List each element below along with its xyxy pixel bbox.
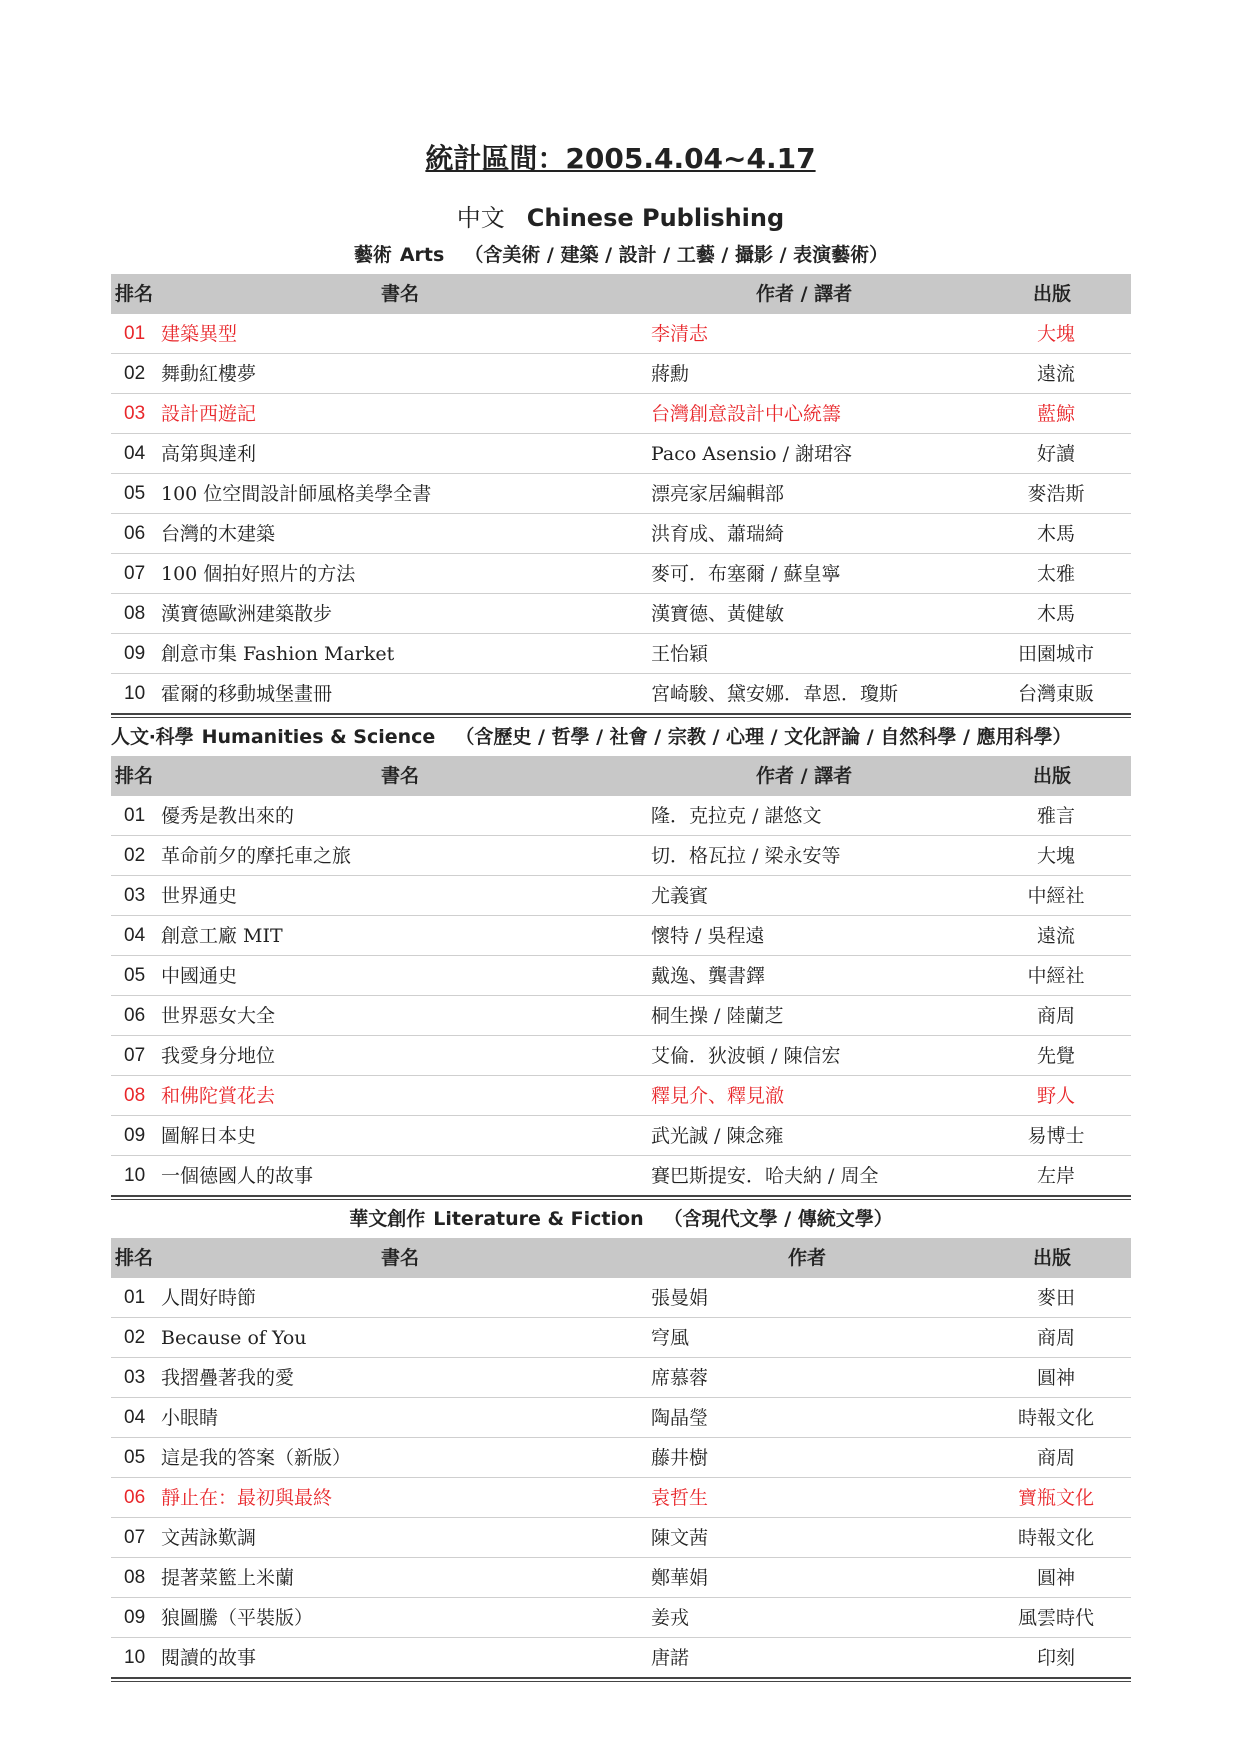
- title-cell: 靜止在：最初與最終: [161, 1487, 333, 1509]
- title-cell: 世界惡女大全: [161, 1005, 276, 1027]
- publisher-cell: 時報文化: [1017, 1527, 1094, 1549]
- publisher-cell: 大塊: [1036, 323, 1075, 345]
- author-cell: 唐諾: [651, 1647, 690, 1669]
- author-cell: 王怡穎: [651, 643, 709, 665]
- section-heading: [111, 236, 1131, 274]
- page-title: 統計區間：2005.4.04~4.17: [425, 142, 816, 175]
- author-cell: 艾倫．狄波頓 / 陳信宏: [651, 1045, 841, 1067]
- author-cell: 李清志: [651, 323, 709, 345]
- table-row: [111, 554, 1131, 594]
- title-cell: 我摺疊著我的愛: [161, 1367, 295, 1389]
- table-row: [111, 434, 1131, 474]
- title-cell: 閱讀的故事: [161, 1647, 257, 1669]
- publisher-cell: 寶瓶文化: [1017, 1487, 1094, 1509]
- publisher-cell: 印刻: [1036, 1647, 1075, 1669]
- author-cell: 尤義賓: [651, 885, 709, 907]
- section-note: （含歷史 / 哲學 / 社會 / 宗教 / 心理 / 文化評論 / 自然科學 / 應用科學）: [455, 726, 1072, 748]
- rank-cell: 06: [124, 523, 146, 544]
- rank-cell: 06: [124, 1005, 146, 1026]
- table-row: [111, 1116, 1131, 1156]
- table-body: [111, 796, 1131, 1195]
- rank-cell: 01: [124, 323, 146, 344]
- table-row: [111, 514, 1131, 554]
- rank-cell: 04: [124, 443, 146, 464]
- author-cell: 穹風: [651, 1327, 690, 1349]
- title-cell: 和佛陀賞花去: [161, 1085, 276, 1107]
- title-cell: 中國通史: [161, 965, 238, 987]
- section-heading: [111, 1200, 1131, 1238]
- table-row: [111, 1156, 1131, 1195]
- publisher-cell: 麥浩斯: [1027, 483, 1085, 505]
- publisher-cell: 田園城市: [1017, 643, 1094, 665]
- rank-cell: 01: [124, 1287, 146, 1308]
- rank-cell: 07: [124, 563, 146, 584]
- col-author: 作者: [788, 1247, 827, 1269]
- rank-cell: 03: [124, 1367, 146, 1388]
- rank-cell: 05: [124, 1447, 146, 1468]
- table-row: [111, 314, 1131, 354]
- table-row: [111, 1638, 1131, 1677]
- rank-cell: 08: [124, 603, 146, 624]
- table-row: [111, 956, 1131, 996]
- table-row: [111, 1518, 1131, 1558]
- title-cell: 狼圖騰（平裝版）: [161, 1607, 314, 1629]
- rank-cell: 09: [124, 1125, 146, 1146]
- rank-cell: 10: [124, 1165, 146, 1186]
- table-row: [111, 916, 1131, 956]
- table-row: [111, 1398, 1131, 1438]
- title-cell: 文茜詠歎調: [161, 1527, 257, 1549]
- rank-cell: 08: [124, 1567, 146, 1588]
- publisher-cell: 商周: [1036, 1005, 1075, 1027]
- author-cell: 陳文茜: [651, 1527, 709, 1549]
- table-row: [111, 1438, 1131, 1478]
- publisher-cell: 大塊: [1036, 845, 1075, 867]
- author-cell: 麥可．布塞爾 / 蘇皇寧: [651, 563, 841, 585]
- author-cell: 隆．克拉克 / 諶悠文: [651, 805, 822, 827]
- rank-cell: 02: [124, 1327, 146, 1348]
- title-cell: 設計西遊記: [161, 403, 257, 425]
- table-row: [111, 996, 1131, 1036]
- section-arts: [111, 236, 1131, 718]
- rank-cell: 03: [124, 403, 146, 424]
- publisher-cell: 商周: [1036, 1327, 1075, 1349]
- section-humanities: [111, 718, 1131, 1200]
- rank-cell: 05: [124, 965, 146, 986]
- title-cell: 革命前夕的摩托車之旅: [161, 845, 352, 867]
- table-row: [111, 876, 1131, 916]
- title-cell: 創意市集 Fashion Market: [161, 643, 395, 665]
- title-cell: 小眼睛: [161, 1407, 219, 1429]
- section-heading: [111, 718, 1131, 756]
- section-name-cn: 藝術: [353, 244, 392, 266]
- rank-cell: 09: [124, 1607, 146, 1628]
- author-cell: 漢寶德、黃健敏: [651, 603, 785, 625]
- title-cell: 漢寶德歐洲建築散步: [161, 603, 333, 625]
- publisher-cell: 先覺: [1036, 1045, 1075, 1067]
- section-name-cn: 人文‧科學: [111, 726, 194, 748]
- publisher-cell: 圓神: [1036, 1367, 1075, 1389]
- rank-cell: 03: [124, 885, 146, 906]
- table-body: [111, 1278, 1131, 1677]
- publisher-cell: 雅言: [1036, 805, 1075, 827]
- col-author: 作者 / 譯者: [756, 283, 853, 305]
- rank-cell: 02: [124, 363, 146, 384]
- col-author: 作者 / 譯者: [756, 765, 853, 787]
- rank-cell: 10: [124, 1647, 146, 1668]
- title-cell: 高第與達利: [161, 443, 257, 465]
- publisher-cell: 遠流: [1036, 363, 1075, 385]
- table-row: [111, 634, 1131, 674]
- author-cell: 懷特 / 吳程遠: [651, 925, 765, 947]
- rank-cell: 08: [124, 1085, 146, 1106]
- rank-cell: 07: [124, 1045, 146, 1066]
- col-publisher: 出版: [1033, 765, 1072, 787]
- publisher-cell: 木馬: [1036, 523, 1075, 545]
- title-cell: 建築異型: [161, 323, 238, 345]
- table-row: [111, 474, 1131, 514]
- section-name-cn: 華文創作: [349, 1208, 426, 1230]
- table-header: [111, 756, 1131, 796]
- publisher-cell: 圓神: [1036, 1567, 1075, 1589]
- section-name-en: Arts: [399, 244, 445, 266]
- table-row: [111, 1478, 1131, 1518]
- title-cell: Because of You: [161, 1327, 307, 1349]
- section-literature: [111, 1200, 1131, 1682]
- publisher-cell: 時報文化: [1017, 1407, 1094, 1429]
- rank-cell: 10: [124, 683, 146, 704]
- col-title: 書名: [381, 283, 420, 305]
- publisher-cell: 麥田: [1036, 1287, 1075, 1309]
- author-cell: 切．格瓦拉 / 梁永安等: [651, 845, 841, 867]
- col-publisher: 出版: [1033, 283, 1072, 305]
- table-row: [111, 796, 1131, 836]
- table-header: [111, 1238, 1131, 1278]
- table-row: [111, 354, 1131, 394]
- title-cell: 霍爾的移動城堡畫冊: [161, 683, 333, 705]
- table-body: [111, 314, 1131, 713]
- section-name-en: Humanities & Science: [201, 726, 436, 748]
- section-divider: [111, 1677, 1131, 1682]
- author-cell: 洪育成、蕭瑞綺: [651, 523, 785, 545]
- table-row: [111, 1598, 1131, 1638]
- publisher-cell: 中經社: [1027, 965, 1085, 987]
- col-title: 書名: [381, 1247, 420, 1269]
- table-row: [111, 1358, 1131, 1398]
- publisher-cell: 野人: [1036, 1085, 1075, 1107]
- table-row: [111, 394, 1131, 434]
- table-row: [111, 674, 1131, 713]
- title-cell: 100 位空間設計師風格美學全書: [161, 483, 432, 505]
- table-row: [111, 836, 1131, 876]
- publisher-cell: 易博士: [1027, 1125, 1085, 1147]
- publisher-cell: 遠流: [1036, 925, 1075, 947]
- col-rank: 排名: [115, 765, 154, 787]
- subtitle-cn: 中文: [456, 204, 505, 232]
- rank-cell: 01: [124, 805, 146, 826]
- rank-cell: 09: [124, 643, 146, 664]
- section-note: （含現代文學 / 傳統文學）: [663, 1208, 893, 1230]
- title-cell: 世界通史: [161, 885, 238, 907]
- title-cell: 人間好時節: [161, 1287, 257, 1309]
- col-rank: 排名: [115, 283, 154, 305]
- title-cell: 100 個拍好照片的方法: [161, 563, 356, 585]
- author-cell: 賽巴斯提安．哈夫納 / 周全: [651, 1165, 879, 1187]
- title-cell: 提著菜籃上米蘭: [161, 1567, 295, 1589]
- title-cell: 圖解日本史: [161, 1125, 257, 1147]
- author-cell: 武光誠 / 陳念雍: [651, 1125, 784, 1147]
- author-cell: 鄭華娟: [651, 1567, 709, 1589]
- rank-cell: 02: [124, 845, 146, 866]
- table-row: [111, 1278, 1131, 1318]
- title-cell: 一個德國人的故事: [161, 1165, 314, 1187]
- publisher-cell: 藍鯨: [1036, 403, 1075, 425]
- table-row: [111, 1558, 1131, 1598]
- publisher-cell: 台灣東販: [1017, 683, 1094, 705]
- author-cell: 陶晶瑩: [651, 1407, 709, 1429]
- title-cell: 優秀是教出來的: [161, 805, 295, 827]
- table-row: [111, 1036, 1131, 1076]
- col-rank: 排名: [115, 1247, 154, 1269]
- title-cell: 台灣的木建築: [161, 523, 276, 545]
- author-cell: 釋見介、釋見澈: [651, 1085, 785, 1107]
- author-cell: 張曼娟: [651, 1287, 709, 1309]
- subtitle-en: Chinese Publishing: [526, 204, 785, 232]
- rank-cell: 04: [124, 925, 146, 946]
- author-cell: 席慕蓉: [651, 1367, 709, 1389]
- col-title: 書名: [381, 765, 420, 787]
- publisher-cell: 商周: [1036, 1447, 1075, 1469]
- page-subtitle: [0, 198, 1241, 233]
- publisher-cell: 太雅: [1036, 563, 1075, 585]
- title-cell: 舞動紅樓夢: [161, 363, 257, 385]
- col-publisher: 出版: [1033, 1247, 1072, 1269]
- author-cell: 桐生操 / 陸蘭芝: [651, 1005, 784, 1027]
- author-cell: 宮崎駿、黛安娜．韋恩．瓊斯: [651, 683, 899, 705]
- author-cell: 藤井樹: [651, 1447, 709, 1469]
- title-cell: 這是我的答案（新版）: [161, 1447, 352, 1469]
- publisher-cell: 木馬: [1036, 603, 1075, 625]
- author-cell: Paco Asensio / 謝珺容: [651, 443, 853, 465]
- publisher-cell: 左岸: [1036, 1165, 1075, 1187]
- table-header: [111, 274, 1131, 314]
- publisher-cell: 風雲時代: [1017, 1607, 1094, 1629]
- rank-cell: 05: [124, 483, 146, 504]
- rank-cell: 07: [124, 1527, 146, 1548]
- section-note: （含美術 / 建築 / 設計 / 工藝 / 攝影 / 表演藝術）: [464, 244, 889, 266]
- publisher-cell: 好讀: [1036, 443, 1075, 465]
- table-row: [111, 594, 1131, 634]
- publisher-cell: 中經社: [1027, 885, 1085, 907]
- table-row: [111, 1076, 1131, 1116]
- rank-cell: 04: [124, 1407, 146, 1428]
- section-name-en: Literature & Fiction: [433, 1208, 644, 1230]
- rank-cell: 06: [124, 1487, 146, 1508]
- author-cell: 蔣勳: [651, 363, 690, 385]
- author-cell: 漂亮家居編輯部: [651, 483, 785, 505]
- author-cell: 戴逸、龔書鐸: [651, 965, 766, 987]
- title-cell: 創意工廠 MIT: [161, 925, 283, 947]
- title-cell: 我愛身分地位: [161, 1045, 276, 1067]
- author-cell: 姜戎: [651, 1607, 690, 1629]
- author-cell: 袁哲生: [651, 1487, 709, 1509]
- table-row: [111, 1318, 1131, 1358]
- author-cell: 台灣創意設計中心統籌: [651, 403, 842, 425]
